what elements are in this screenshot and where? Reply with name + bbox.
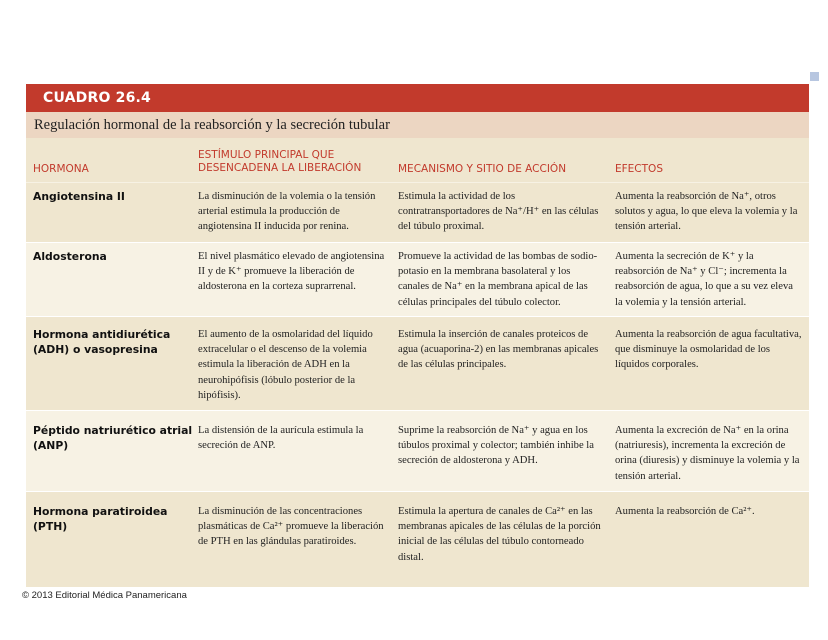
table-row — [26, 183, 809, 242]
effects-cell: Aumenta la secreción de K⁺ y la reabsorción de Na⁺ y Cl⁻; incrementa la reabsorción de agua, lo que a su vez eleva la volemia y la tensión arterial. — [615, 251, 793, 308]
stimulus-cell: La distensión de la aurícula estimula la secreción de ANP. — [198, 425, 364, 452]
column-header-mecanismo: MECANISMO Y SITIO DE ACCIÓN — [398, 163, 567, 175]
effects-cell: Aumenta la reabsorción de Na⁺, otros solutos y agua, lo que eleva la volemia y la tensión arterial. — [615, 191, 798, 233]
stimulus-cell: El aumento de la osmolaridad del líquido extracelular o el descenso de la volemia estimula la liberación de ADH en la neurohipófisis (lóbulo posterior de la hipófisis). — [198, 329, 373, 401]
hormone-table — [26, 84, 809, 587]
table-row — [26, 492, 809, 587]
table-row — [26, 243, 809, 316]
hormone-name: Péptido natriurético atrial (ANP) — [33, 424, 193, 452]
stimulus-cell: La disminución de la volemia o la tensión arterial estimula la producción de angiotensina II inducida por renina. — [198, 191, 376, 233]
copyright-footer: © 2013 Editorial Médica Panamericana — [22, 590, 187, 601]
mechanism-cell: Estimula la apertura de canales de Ca²⁺ en las membranas apicales de las células de la porción inicial de las células del túbulo contorneado distal. — [398, 506, 601, 563]
mechanism-cell: Estimula la actividad de los contratransportadores de Na⁺/H⁺ en las células del túbulo proximal. — [398, 191, 599, 233]
corner-mark — [810, 72, 819, 81]
hormone-name: Aldosterona — [33, 250, 107, 263]
table-subtitle: Regulación hormonal de la reabsorción y la secreción tubular — [34, 117, 390, 133]
stimulus-cell: El nivel plasmático elevado de angiotensina II y de K⁺ promueve la liberación de aldosterona en la corteza suprarrenal. — [198, 251, 385, 293]
mechanism-cell: Suprime la reabsorción de Na⁺ y agua en los túbulos proximal y colector; también inhibe la secreción de aldosterona y ADH. — [398, 425, 594, 467]
table-row — [26, 317, 809, 410]
effects-cell: Aumenta la excreción de Na⁺ en la orina (natriuresis), incrementa la excreción de orina (diuresis) y disminuye la volemia y la tensión arterial. — [615, 425, 800, 482]
table-title-bar — [26, 84, 809, 112]
hormone-name: Angiotensina II — [33, 190, 125, 203]
effects-cell: Aumenta la reabsorción de Ca²⁺. — [615, 506, 755, 517]
column-header-efectos: EFECTOS — [615, 163, 663, 175]
effects-cell: Aumenta la reabsorción de agua facultativa, que disminuye la osmolaridad de los líquidos corporales. — [615, 329, 802, 371]
table-subtitle-bar — [26, 112, 809, 138]
column-header-estimulo: ESTÍMULO PRINCIPAL QUE DESENCADENA LA LIBERACIÓN — [198, 149, 362, 174]
stimulus-cell: La disminución de las concentraciones plasmáticas de Ca²⁺ promueve la liberación de PTH en las glándulas paratiroides. — [198, 506, 384, 548]
column-header-row — [26, 138, 809, 182]
mechanism-cell: Promueve la actividad de las bombas de sodio-potasio en la membrana basolateral y los canales de Na⁺ en la membrana apical de las células principales del túbulo colector. — [398, 251, 598, 308]
table-row — [26, 411, 809, 491]
table-title: CUADRO 26.4 — [43, 90, 151, 106]
hormone-name: Hormona antidiurética (ADH) o vasopresina — [33, 328, 171, 356]
mechanism-cell: Estimula la inserción de canales proteicos de agua (acuaporina-2) en las membranas apicales de las células principales. — [398, 329, 599, 371]
hormone-name: Hormona paratiroidea (PTH) — [33, 505, 168, 533]
column-header-hormona: HORMONA — [33, 163, 89, 175]
